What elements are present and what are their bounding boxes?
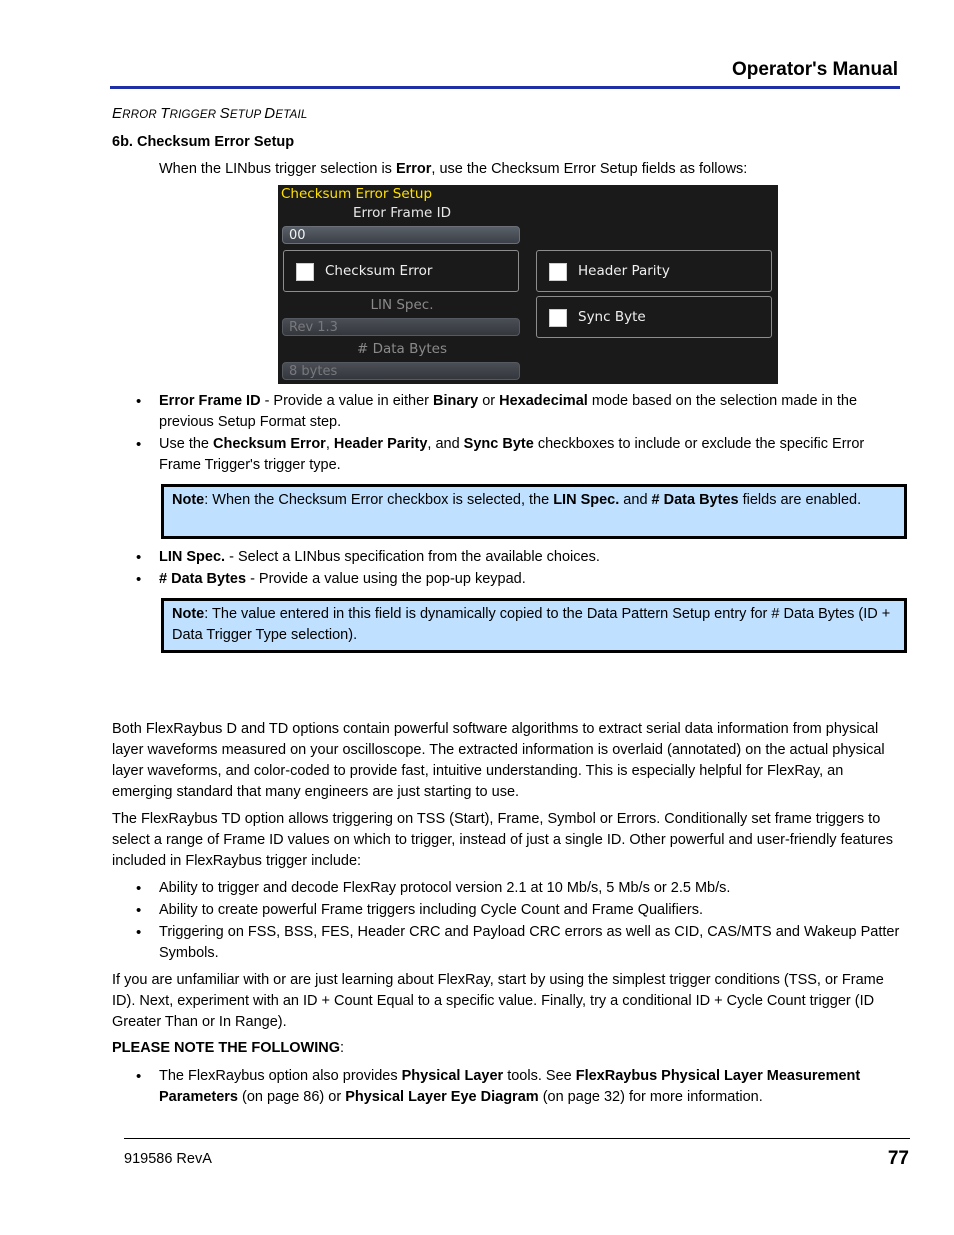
please-note-colon: : <box>339 1040 345 1056</box>
list-text: , and <box>427 436 464 452</box>
list-text: - Select a LINbus specification from the available choices. <box>225 549 600 565</box>
bold-term: Error Frame ID <box>159 393 261 409</box>
list-text: (on page 32) for more information. <box>538 1089 763 1105</box>
bold-term: # Data Bytes <box>159 571 247 587</box>
paragraph: If you are unfamiliar with or are just learning about FlexRay, start by using the simplest trigger conditions (TSS, or Frame ID). Next, experiment with an ID + Count Equal to a specific value. Finally, try a conditional ID + Cycle Count trigger (ID Greater Than or In Range). <box>112 972 884 1030</box>
data-bytes-field[interactable]: 8 bytes <box>282 362 520 380</box>
section-title-cap: S <box>219 105 230 122</box>
section-title-rest: RROR <box>122 109 161 121</box>
section-title-rest: RIGGER <box>169 109 220 121</box>
list-item <box>159 391 904 433</box>
note-text: and <box>619 492 652 508</box>
sync-byte-label: Sync Byte <box>578 309 646 325</box>
section-title-cap: E <box>112 105 123 122</box>
link-physical-layer-eye-diagram[interactable]: Physical Layer Eye Diagram <box>345 1089 539 1105</box>
sync-byte-checkbox-frame[interactable] <box>536 296 772 338</box>
please-note-heading <box>112 1038 902 1059</box>
note-text: : The value entered in this field is dynamically copied to the Data Pattern Setup entry for # Data Bytes (ID + Data Trigger Type selection). <box>172 606 891 643</box>
paragraph: The FlexRaybus TD option allows triggering on TSS (Start), Frame, Symbol or Errors. Conditionally set frame triggers to select a range of Frame ID values on which to trigger, instead of just a single ID. Other powerful and user-friendly features included in FlexRaybus trigger include: <box>112 811 893 869</box>
bold-term: Hexadecimal <box>499 393 588 409</box>
bold-term: Header Parity <box>333 436 428 452</box>
note-box <box>161 484 907 539</box>
checksum-error-label: Checksum Error <box>325 263 433 279</box>
note-text: fields are enabled. <box>738 492 862 508</box>
list-text: Use the <box>159 436 213 452</box>
list-item: • Triggering on FSS, BSS, FES, Header CRC and Payload CRC errors as well as CID, CAS/MTS and Wakeup Patter Symbols. <box>159 922 904 964</box>
list-text: - Provide a value using the pop-up keypad. <box>246 571 526 587</box>
error-frame-id-field[interactable]: 00 <box>282 226 520 244</box>
checksum-error-setup-panel <box>278 185 778 384</box>
manual-title: Operator's Manual <box>731 59 898 80</box>
link-flexraybus-physical-layer[interactable]: FlexRaybus Physical Layer Measurement Parameters <box>159 1068 861 1105</box>
bold-term: LIN Spec. <box>553 492 620 508</box>
header-rule <box>110 86 900 89</box>
note-text: : When the Checksum Error checkbox is selected, the <box>204 492 554 508</box>
list-text: - Provide a value in either <box>260 393 434 409</box>
intro-text: When the LINbus trigger selection is <box>159 161 396 177</box>
intro-text: , use the Checksum Error Setup fields as follows: <box>431 161 748 177</box>
section-title <box>112 103 307 126</box>
bullet-list <box>159 878 904 964</box>
bold-term: Physical Layer <box>401 1068 504 1084</box>
header-parity-checkbox-frame[interactable] <box>536 250 772 292</box>
list-item <box>159 547 904 568</box>
header-parity-label: Header Parity <box>578 263 670 279</box>
data-bytes-label: # Data Bytes <box>356 341 447 357</box>
footer-rule <box>124 1138 910 1139</box>
please-note-bold: PLEASE NOTE THE FOLLOWING <box>112 1040 340 1056</box>
list-text: (on page 86) or <box>238 1089 346 1105</box>
bullet-list <box>159 391 904 476</box>
bullet-list <box>159 1066 904 1108</box>
list-item: • Ability to trigger and decode FlexRay protocol version 2.1 at 10 Mb/s, 5 Mb/s or 2.5 Mb/s. <box>159 878 904 899</box>
checksum-error-checkbox[interactable] <box>296 263 314 281</box>
list-text: tools. See <box>503 1068 576 1084</box>
note-box <box>161 598 907 653</box>
intro-paragraph <box>159 159 859 180</box>
section-title-rest: ETAIL <box>275 109 308 121</box>
section-title-cap: D <box>264 105 276 122</box>
error-frame-id-label: Error Frame ID <box>353 205 451 221</box>
document-id: 919586 RevA <box>124 1151 212 1167</box>
lin-spec-field[interactable]: Rev 1.3 <box>282 318 520 336</box>
list-text: checkboxes to include or exclude the specific Error Frame Trigger's trigger type. <box>159 436 865 473</box>
sync-byte-checkbox[interactable] <box>549 309 567 327</box>
list-text: mode based on the selection made in the previous Setup Format step. <box>159 393 858 430</box>
page-number: 77 <box>887 1148 909 1169</box>
bold-term: Checksum Error <box>213 436 326 452</box>
checksum-error-checkbox-frame[interactable] <box>283 250 519 292</box>
list-item: • Ability to create powerful Frame triggers including Cycle Count and Frame Qualifiers. <box>159 900 904 921</box>
bullet-list <box>159 547 904 590</box>
section-title-cap: T <box>160 105 170 122</box>
lin-spec-label: LIN Spec. <box>370 297 434 313</box>
note-label: Note <box>172 492 205 508</box>
intro-bold: Error <box>395 161 432 177</box>
paragraph: Both FlexRaybus D and TD options contain powerful software algorithms to extract serial data information from physical layer waveforms measured on your oscilloscope. The extracted information is overlaid (annotated) on the actual physical layer waveforms, and color-coded to provide fast, intuitive understanding. This is especially helpful for FlexRay, an emerging standard that many engineers are just starting to use. <box>112 721 885 800</box>
list-item <box>159 1066 904 1108</box>
header-parity-checkbox[interactable] <box>549 263 567 281</box>
list-text: , <box>325 436 334 452</box>
list-text: or <box>478 393 500 409</box>
bold-term: Binary <box>433 393 479 409</box>
list-text: The FlexRaybus option also provides <box>159 1068 402 1084</box>
subsection-title: 6b. Checksum Error Setup <box>112 134 295 150</box>
section-title-rest: ETUP <box>229 109 265 121</box>
note-label: Note <box>172 606 205 622</box>
list-item <box>159 569 904 590</box>
list-item <box>159 434 904 476</box>
bold-term: LIN Spec. <box>159 549 226 565</box>
panel-title: Checksum Error Setup <box>281 186 433 202</box>
bold-term: Sync Byte <box>463 436 534 452</box>
bold-term: # Data Bytes <box>651 492 739 508</box>
